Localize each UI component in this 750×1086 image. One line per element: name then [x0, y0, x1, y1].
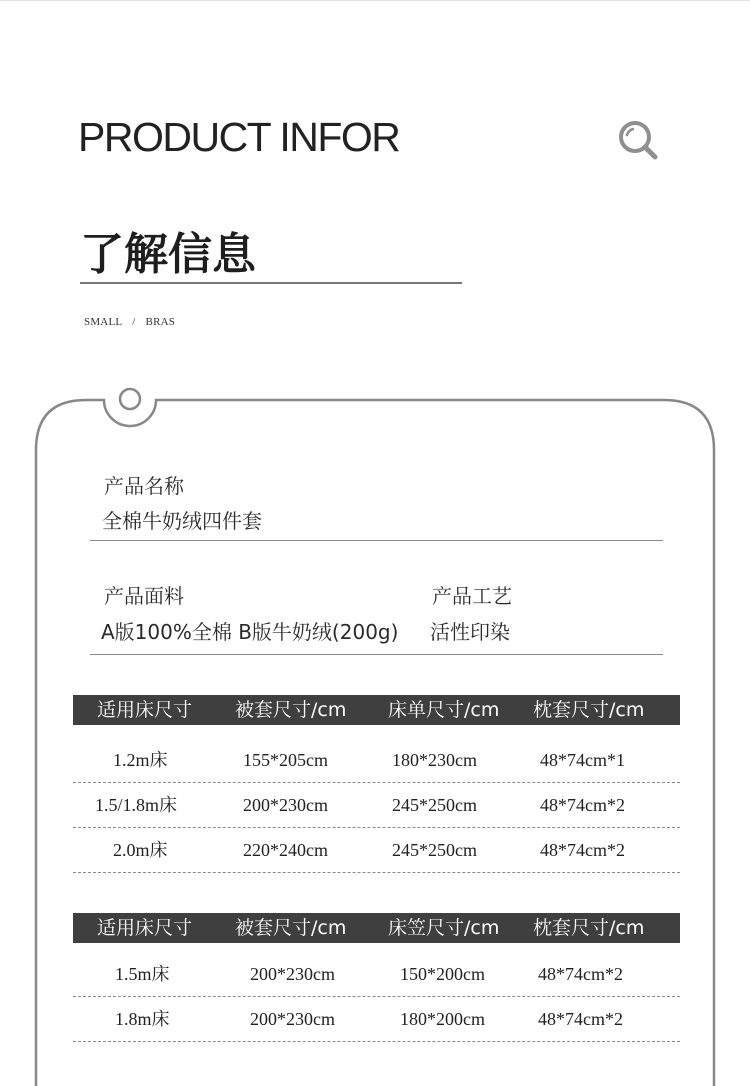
table-header	[73, 695, 680, 725]
table-cell: 200*230cm	[243, 795, 328, 815]
table-header-cell: 适用床尺寸	[97, 917, 193, 939]
table-header-cell: 床单尺寸/cm	[388, 699, 500, 721]
table-row	[73, 783, 680, 828]
table-cell: 1.5m床	[115, 964, 170, 984]
table-cell: 180*200cm	[400, 1009, 485, 1029]
table-cell: 245*250cm	[392, 795, 477, 815]
page-title-en: PRODUCT INFOR	[78, 114, 400, 160]
table-header	[73, 913, 680, 943]
table-cell: 155*205cm	[243, 750, 328, 770]
product-fabric-value: A版100%全棉 B版牛奶绒(200g)	[101, 620, 399, 644]
product-craft-label: 产品工艺	[432, 584, 512, 608]
table-cell: 2.0m床	[113, 840, 168, 860]
table-cell: 48*74cm*1	[540, 750, 625, 770]
breadcrumb	[84, 316, 175, 328]
table-cell: 48*74cm*2	[538, 1009, 623, 1029]
divider	[90, 540, 663, 541]
table-row	[73, 952, 680, 997]
table-row	[73, 828, 680, 873]
title-underline	[80, 282, 462, 284]
table-header-cell: 枕套尺寸/cm	[533, 917, 645, 939]
table-cell: 1.5/1.8m床	[95, 795, 178, 815]
size-table-fitted	[73, 913, 680, 1042]
breadcrumb-item[interactable]: SMALL	[84, 316, 123, 328]
table-cell: 1.8m床	[115, 1009, 170, 1029]
table-cell: 200*230cm	[250, 964, 335, 984]
product-name-label: 产品名称	[104, 474, 184, 498]
table-header-cell: 适用床尺寸	[97, 699, 193, 721]
table-cell: 48*74cm*2	[540, 840, 625, 860]
search-icon[interactable]	[616, 118, 660, 162]
page-title-cn: 了解信息	[80, 229, 256, 280]
hanger-ring-icon	[120, 389, 140, 409]
table-cell: 245*250cm	[392, 840, 477, 860]
table-cell: 1.2m床	[113, 750, 168, 770]
table-header-cell: 枕套尺寸/cm	[533, 699, 645, 721]
breadcrumb-separator: /	[132, 316, 136, 328]
table-header-cell: 被套尺寸/cm	[235, 917, 347, 939]
size-table-sheet	[73, 695, 680, 873]
table-header-cell: 被套尺寸/cm	[235, 699, 347, 721]
table-cell: 48*74cm*2	[538, 964, 623, 984]
table-cell: 48*74cm*2	[540, 795, 625, 815]
breadcrumb-item[interactable]: BRAS	[145, 316, 176, 328]
table-cell: 150*200cm	[400, 964, 485, 984]
product-fabric-label: 产品面料	[104, 584, 184, 608]
table-cell: 220*240cm	[243, 840, 328, 860]
table-row	[73, 997, 680, 1042]
product-name-value: 全棉牛奶绒四件套	[102, 509, 262, 533]
product-craft-value: 活性印染	[430, 620, 510, 644]
top-rule	[0, 0, 750, 1]
table-cell: 200*230cm	[250, 1009, 335, 1029]
divider	[90, 654, 663, 655]
table-header-cell: 床笠尺寸/cm	[388, 917, 500, 939]
table-cell: 180*230cm	[392, 750, 477, 770]
table-row	[73, 738, 680, 783]
